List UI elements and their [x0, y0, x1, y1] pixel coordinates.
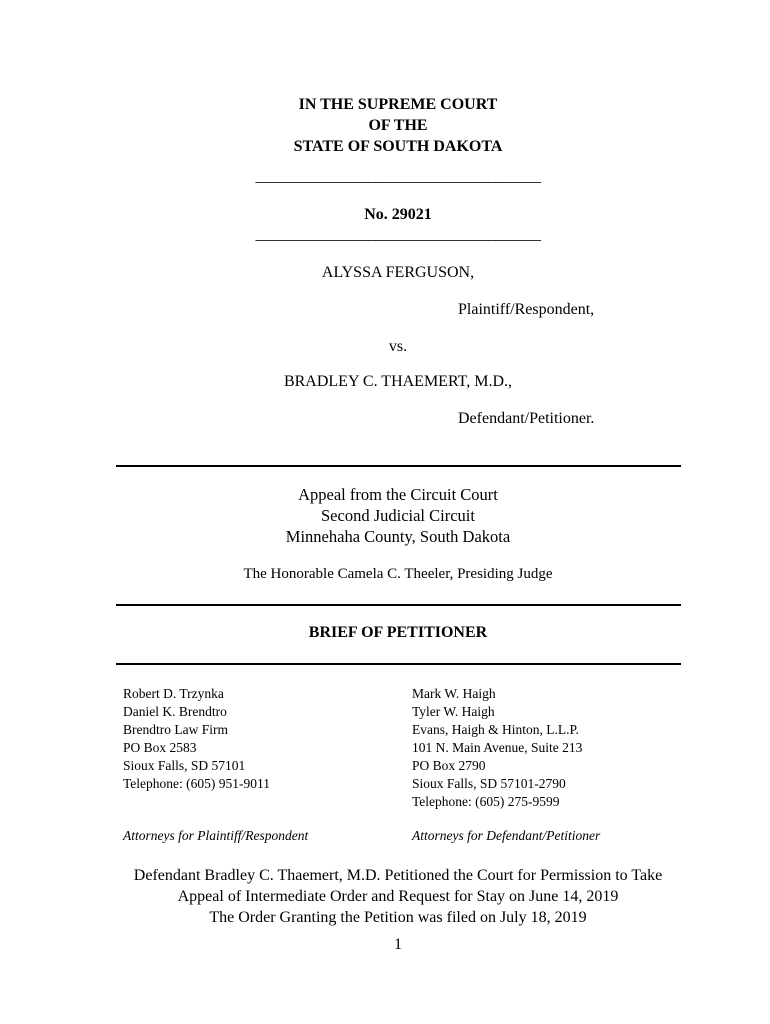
appeal-line-1: Appeal from the Circuit Court [298, 485, 498, 504]
court-line-2: OF THE [368, 117, 428, 134]
counsel-right-line: PO Box 2790 [412, 758, 486, 773]
plaintiff-name: ALYSSA FERGUSON, [321, 264, 475, 281]
page-number: 1 [394, 936, 402, 953]
counsel-right-block [412, 685, 582, 811]
petition-note [0, 865, 770, 928]
case-number: No. 29021 [364, 206, 432, 223]
counsel-left-line: Daniel K. Brendtro [123, 704, 227, 719]
presiding-judge: The Honorable Camela C. Theeler, Presiding Judge [243, 566, 553, 582]
counsel-left-line: Brendtro Law Firm [123, 722, 228, 737]
versus: vs. [388, 338, 408, 355]
court-heading [0, 94, 770, 157]
counsel-right-line: Tyler W. Haigh [412, 704, 495, 719]
plaintiff-role: Plaintiff/Respondent, [458, 301, 595, 318]
counsel-left-line: PO Box 2583 [123, 740, 197, 755]
petition-line-1: Defendant Bradley C. Thaemert, M.D. Petitioned the Court for Permission to Take [133, 867, 663, 884]
counsel-right-line: Sioux Falls, SD 57101-2790 [412, 776, 566, 791]
appeal-line-2: Second Judicial Circuit [321, 506, 475, 525]
separator-bottom: ______________________________________ [255, 226, 541, 243]
horizontal-rule-2 [116, 604, 681, 606]
brief-title: BRIEF OF PETITIONER [308, 624, 488, 641]
counsel-right-line: Evans, Haigh & Hinton, L.L.P. [412, 722, 579, 737]
separator-top: ______________________________________ [255, 168, 541, 185]
defendant-name: BRADLEY C. THAEMERT, M.D., [283, 373, 513, 390]
petition-line-2: Appeal of Intermediate Order and Request for Stay on June 14, 2019 [177, 888, 619, 905]
court-line-1: IN THE SUPREME COURT [298, 96, 498, 113]
appeal-info [0, 484, 770, 547]
counsel-left-line: Robert D. Trzynka [123, 686, 224, 701]
counsel-right-role: Attorneys for Defendant/Petitioner [412, 828, 601, 843]
counsel-left-line: Telephone: (605) 951-9011 [123, 776, 271, 791]
counsel-right-line: Telephone: (605) 275-9599 [412, 794, 560, 809]
petition-line-3: The Order Granting the Petition was filed on July 18, 2019 [209, 909, 587, 926]
appeal-line-3: Minnehaha County, South Dakota [285, 527, 511, 546]
counsel-left-line: Sioux Falls, SD 57101 [123, 758, 246, 773]
horizontal-rule-3 [116, 663, 681, 665]
defendant-role: Defendant/Petitioner. [458, 410, 595, 427]
horizontal-rule-1 [116, 465, 681, 467]
court-line-3: STATE OF SOUTH DAKOTA [293, 138, 503, 155]
counsel-right-line: 101 N. Main Avenue, Suite 213 [412, 740, 583, 755]
counsel-left-block [123, 685, 270, 793]
counsel-right-line: Mark W. Haigh [412, 686, 496, 701]
counsel-left-role: Attorneys for Plaintiff/Respondent [123, 828, 309, 843]
